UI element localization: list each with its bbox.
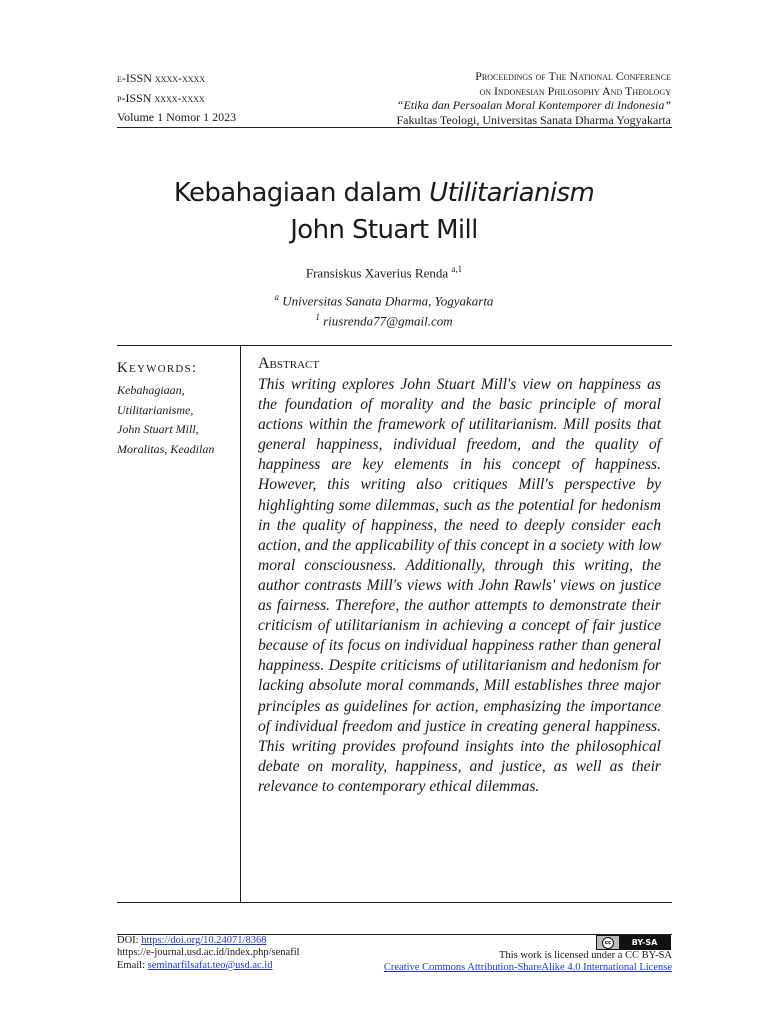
conference-info [396,69,671,127]
abstract-heading: Abstract [258,355,320,372]
license-text: This work is licensed under a CC BY-SA [499,950,672,961]
keywords-heading: Keywords: [117,360,198,376]
keyword-item: Utilitarianisme, [117,402,194,417]
journal-url: https://e-journal.usd.ac.id/index.php/senafil [117,947,300,959]
author-sup: a,1 [451,264,463,274]
author-line [0,264,768,281]
abstract-column-divider [240,345,241,902]
email-label: Email: [117,959,148,971]
keyword-item: Kebahagiaan, [117,383,185,397]
keywords-list [117,381,237,459]
conference-name-line1: Proceedings of The National Conference [475,69,671,83]
conference-name-line2: on Indonesian Philosophy And Theology [479,83,671,98]
contact-email-link[interactable]: seminarfilsafat.teo@usd.ac.id [147,959,273,971]
journal-identifiers [117,69,236,128]
affiliation-sup: a [274,292,280,302]
abstract-bottom-rule [117,902,672,903]
pissn: p-ISSN xxxx-xxxx [117,90,205,105]
faculty-name: Fakultas Teologi, Universitas Sanata Dharma Yogyakarta [396,112,671,127]
cc-icon: cc [602,937,614,949]
footer-links [117,935,300,972]
affiliation: Universitas Sanata Dharma, Yogyakarta [279,293,494,309]
abstract-top-rule [117,345,672,346]
email-sup: 1 [315,312,320,323]
header-divider [117,127,672,128]
author-email: riusrenda77@gmail.com [319,313,453,329]
cc-license-badge-icon[interactable] [596,935,671,950]
doi-label: DOI: [117,935,142,946]
affiliation-block [0,289,768,330]
title-part2: John Stuart Mill [290,215,478,245]
title-part1: Kebahagiaan dalam [173,178,430,208]
abstract-text: This writing explores John Stuart Mill's view on happiness as the foundation of morality and the basic principle of moral actions within the framework of utilitarianism. Mill posits that general happiness, individual freedom, and the quality of happiness are key elements in his concept of happiness. However, this writing also critiques Mill's perspective by highlighting some dilemmas, such as the potential for hedonism in the quality of happiness, the need to deeply consider each action, and the applicability of this concept in a society with low moral consciousness. Additionally, through this writing, the author contrasts Mill's views with John Rawls' views on justice as fairness. Therefore, the author attempts to demonstrate their criticism of utilitarianism in achieving a concept of fair justice because of its focus on individual happiness rather than general happiness. Despite criticisms of utilitarianism and hedonism for lacking absolute moral commands, Mill establishes three major principles as guidelines for action, emphasizing the importance of individual freedom and justice in creating general happiness. This writing provides profound insights into the philosophical debate on morality, happiness, and justice, as well as their relevance to contemporary ethical dilemmas. [258,376,661,795]
volume-info: Volume 1 Nomor 1 2023 [117,110,237,124]
license-info [384,950,672,975]
cc-badge-label: BY-SA [619,936,670,949]
author-name: Fransiskus Xaverius Renda [305,265,452,281]
doi-link[interactable]: https://doi.org/10.24071/8368 [141,935,267,946]
paper-title [0,175,768,249]
title-emphasis: Utilitarianism [429,178,595,208]
eissn: e-ISSN xxxx-xxxx [117,71,206,85]
keyword-item: Moralitas, Keadilan [117,441,215,456]
license-link[interactable]: Creative Commons Attribution-ShareAlike 4.0 International License [383,962,672,974]
conference-theme: “Etika dan Persoalan Moral Kontemporer di Indonesia” [396,98,671,112]
keyword-item: John Stuart Mill, [117,422,199,436]
